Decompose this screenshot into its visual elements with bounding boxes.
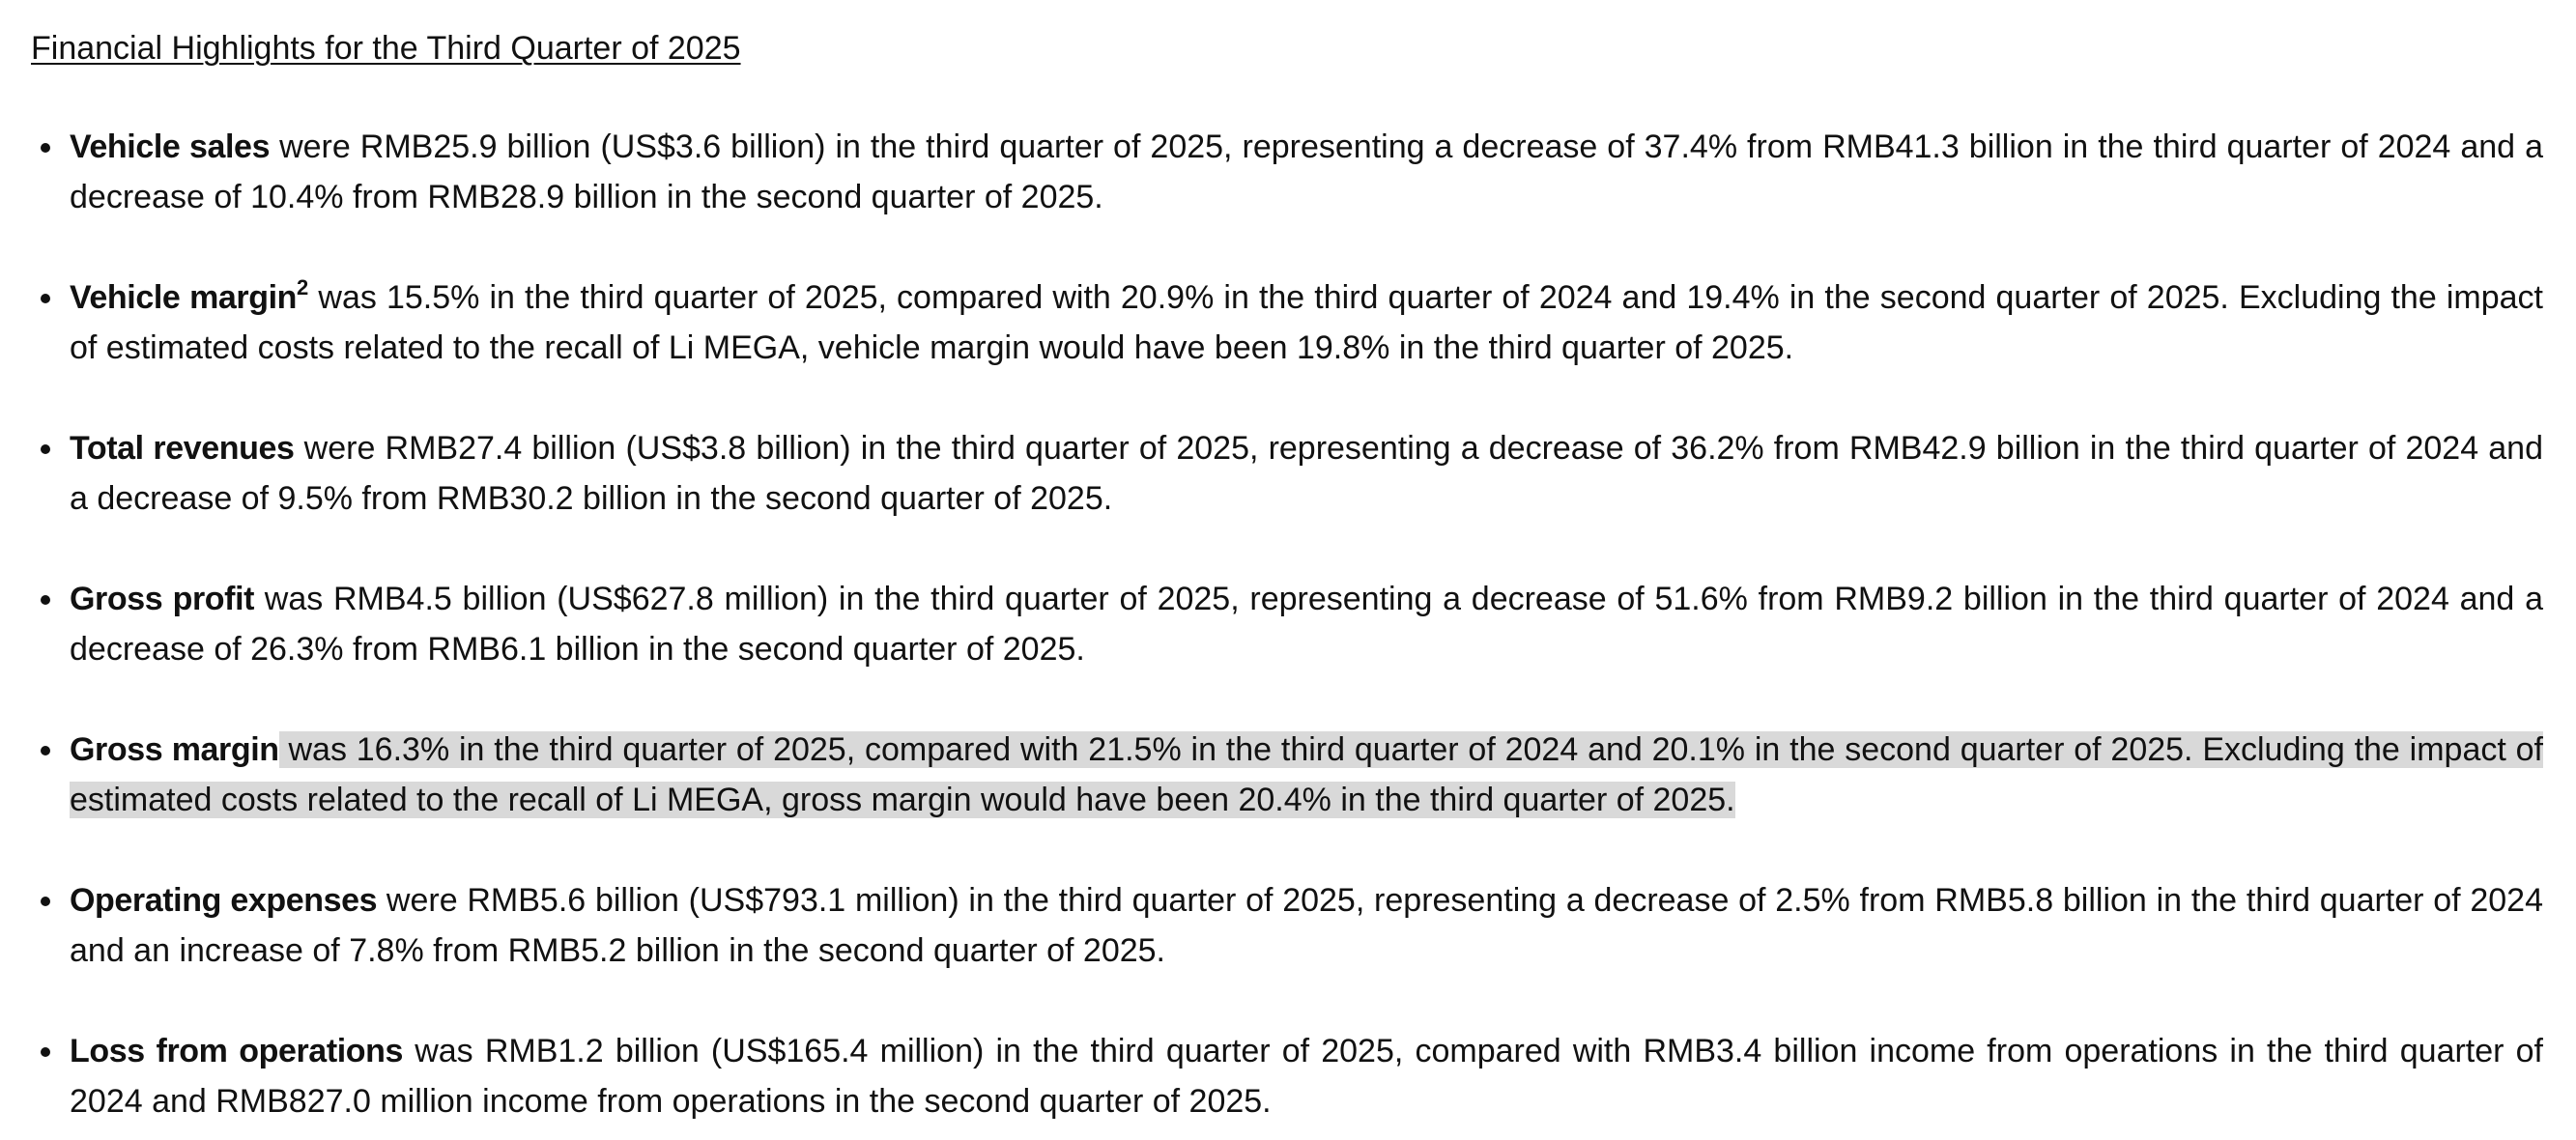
highlight-lead: Vehicle sales [70, 128, 271, 165]
highlight-lead: Gross margin [70, 731, 279, 768]
highlight-vehicle-margin[interactable] [31, 272, 2543, 373]
highlight-lead: Total revenues [70, 430, 295, 467]
highlight-operating-expenses[interactable] [31, 875, 2543, 976]
highlight-gross-profit[interactable] [31, 574, 2543, 674]
highlight-text: was RMB4.5 billion (US$627.8 million) in the third quarter of 2025, representing a decrease of 51.6% from RMB9.2 billion in the third quarter of 2024 and a decrease of 26.3% from RMB6.1 billion in the second quarter of 2025. [70, 581, 2543, 668]
highlight-text: was RMB1.2 billion (US$165.4 million) in the third quarter of 2025, compared with RMB3.4 billion income from operations in the third quarter of 2024 and RMB827.0 million income from operations in the second quarter of 2025. [70, 1033, 2543, 1120]
selected-text[interactable]: was 16.3% in the third quarter of 2025, compared with 21.5% in the third quarter of 2024 and 20.1% in the second quarter of 2025. Excluding the impact of estimated costs related to the recall of Li MEGA, gross margin would have been 20.4% in the third quarter of 2025. [70, 731, 2543, 818]
highlight-loss-from-operations[interactable] [31, 1026, 2543, 1126]
highlights-list [31, 122, 2543, 1126]
section-heading[interactable]: Financial Highlights for the Third Quarter of 2025 [31, 30, 741, 67]
highlight-lead: Gross profit [70, 581, 255, 617]
footnote-reference[interactable]: 2 [297, 275, 309, 299]
highlight-lead: Loss from operations [70, 1033, 404, 1069]
highlight-text: were RMB27.4 billion (US$3.8 billion) in the third quarter of 2025, representing a decrease of 36.2% from RMB42.9 billion in the third quarter of 2024 and a decrease of 9.5% from RMB30.2 billion in the second quarter of 2025. [70, 430, 2543, 517]
highlight-lead: Vehicle margin [70, 279, 298, 316]
highlight-text: were RMB25.9 billion (US$3.6 billion) in the third quarter of 2025, representing a decrease of 37.4% from RMB41.3 billion in the third quarter of 2024 and a decrease of 10.4% from RMB28.9 billion in the second quarter of 2025. [70, 128, 2543, 215]
highlight-total-revenues[interactable] [31, 423, 2543, 524]
highlight-text: was 15.5% in the third quarter of 2025, compared with 20.9% in the third quarter of 2024 and 19.4% in the second quarter of 2025. Excluding the impact of estimated costs related to the recall of Li MEGA, vehicle margin would have been 19.8% in the third quarter of 2025. [70, 279, 2543, 366]
highlight-vehicle-sales[interactable] [31, 122, 2543, 222]
highlight-lead: Operating expenses [70, 882, 378, 919]
highlight-gross-margin[interactable] [31, 725, 2543, 825]
highlight-text: were RMB5.6 billion (US$793.1 million) in the third quarter of 2025, representing a decrease of 2.5% from RMB5.8 billion in the third quarter of 2024 and an increase of 7.8% from RMB5.2 billion in the second quarter of 2025. [70, 882, 2544, 969]
